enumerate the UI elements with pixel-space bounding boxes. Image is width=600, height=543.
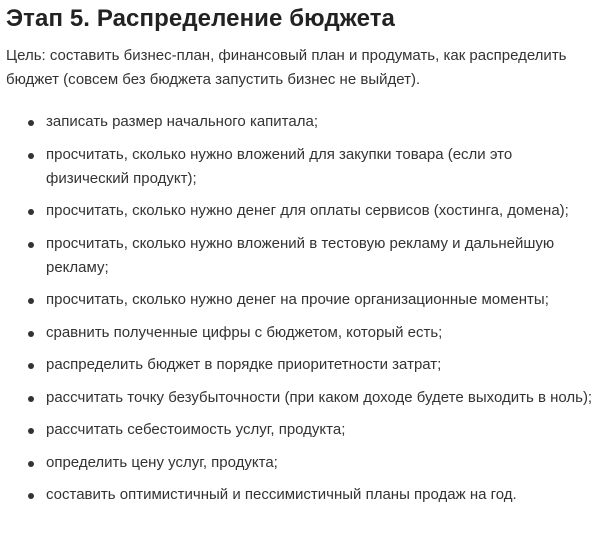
list-item <box>6 386 594 410</box>
list-item <box>6 199 594 223</box>
bullet-icon <box>28 428 34 434</box>
list-item-text: рассчитать себестоимость услуг, продукта; <box>46 421 346 438</box>
budget-steps-list <box>6 110 594 507</box>
list-item <box>6 143 594 191</box>
list-item <box>6 353 594 377</box>
list-item <box>6 321 594 345</box>
list-item-text: записать размер начального капитала; <box>46 113 318 130</box>
intro-paragraph: Цель: составить бизнес-план, финансовый план и продумать, как распределить бюджет (совсем без бюджета запустить бизнес не выйдет). <box>6 47 567 88</box>
bullet-icon <box>28 120 34 126</box>
page-title: Этап 5. Распределение бюджета <box>6 5 396 32</box>
list-item-text: определить цену услуг, продукта; <box>46 453 278 471</box>
list-item <box>6 232 594 280</box>
list-item-text: просчитать, сколько нужно вложений в тестовую рекламу и дальнейшую рекламу; <box>46 234 555 276</box>
bullet-icon <box>28 396 34 402</box>
bullet-icon <box>28 209 34 215</box>
list-item <box>6 418 594 442</box>
list-item-text: распределить бюджет в порядке приоритетности затрат; <box>46 356 442 373</box>
list-item-text: составить оптимистичный и пессимистичный планы продаж на год. <box>46 486 517 503</box>
list-item <box>6 451 594 475</box>
list-item-text: просчитать, сколько нужно вложений для закупки товара (если это физический продукт); <box>46 145 513 187</box>
bullet-icon <box>28 331 34 337</box>
bullet-icon <box>28 298 34 304</box>
bullet-icon <box>28 242 34 248</box>
bullet-icon <box>28 461 34 467</box>
bullet-icon <box>28 493 34 499</box>
list-item <box>6 110 594 134</box>
list-item <box>6 483 594 507</box>
list-item-text: сравнить полученные цифры с бюджетом, который есть; <box>46 323 443 341</box>
bullet-icon <box>28 363 34 369</box>
list-item-text: рассчитать точку безубыточности (при каком доходе будете выходить в ноль); <box>46 388 593 406</box>
bullet-icon <box>28 153 34 159</box>
list-item-text: просчитать, сколько нужно денег на прочие организационные моменты; <box>46 291 549 308</box>
list-item <box>6 288 594 312</box>
list-item-text: просчитать, сколько нужно денег для оплаты сервисов (хостинга, домена); <box>46 202 569 219</box>
